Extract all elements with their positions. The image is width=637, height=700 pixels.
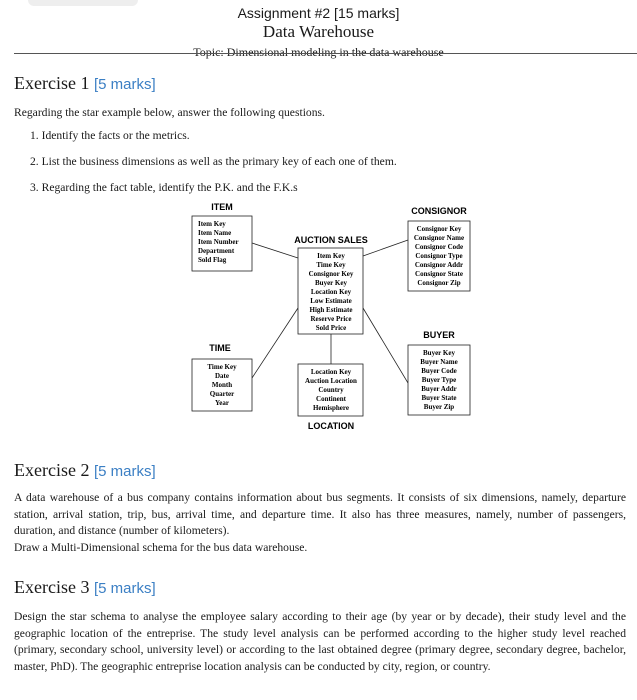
exercise-2-body [14,490,626,556]
fact-attr-7: Reserve Price [310,315,352,323]
buyer-attr-0: Buyer Key [423,349,455,357]
buyer-attr-6: Buyer Zip [423,403,455,411]
auction-sales-fact-table [294,235,368,334]
exercise-2-marks: [5 marks] [93,463,156,480]
time-attr-3: Quarter [209,390,235,398]
buyer-table [408,330,470,415]
fact-attr-8: Sold Price [315,324,347,332]
item-attr-0: Item Key [198,220,226,228]
document-header [0,4,637,60]
consignor-attr-0: Consignor Key [416,225,462,233]
fact-attr-2: Consignor Key [308,270,354,278]
time-table-name: TIME [209,343,231,353]
fact-attr-4: Location Key [310,288,352,296]
topic-line: Topic: Dimensional modeling in the data warehouse [193,45,444,59]
connector-item-fact [252,243,298,258]
buyer-attr-1: Buyer Name [420,358,458,366]
consignor-attr-6: Consignor Zip [417,279,461,287]
location-attr-3: Continent [316,395,346,403]
exercise-1-marks: [5 marks] [93,76,156,93]
course-title: Data Warehouse [262,22,375,41]
exercise-2-text: A data warehouse of a bus company contains information about bus segments. It consists of six dimensions, namely, departure station, arrival station, trip, bus, arrival time, and departure time. It also has three measures, namely, number of passengers, duration, and distance (number of kilometers). [14,491,626,537]
header-divider [14,53,637,54]
item-attr-2: Item Number [198,238,239,246]
item-table-name: ITEM [211,202,233,212]
exercise-3-heading [14,576,156,600]
buyer-table-name: BUYER [423,330,455,340]
location-attr-0: Location Key [310,368,352,376]
fact-attr-1: Time Key [316,261,346,269]
buyer-attr-4: Buyer Addr [421,385,457,393]
consignor-attr-1: Consignor Name [413,234,465,242]
exercise-3-text: Design the star schema to analyse the employee salary according to their age (by year or by decade), their study level and the geographic location of the entreprise. The study level analysis can be performed according to the higher study level reached (primary, secondary school, university level) or according to the last obtained degree (primary degree, secondary degree, bachelor, master, PhD). The geographic entreprise location analysis can be conducted by city, region, or country. [14,610,626,673]
fact-table-name: AUCTION SALES [294,235,368,245]
time-attr-1: Date [215,372,229,380]
buyer-attr-2: Buyer Code [421,367,457,375]
buyer-attr-3: Buyer Type [421,376,457,384]
time-attr-2: Month [211,381,233,389]
location-attr-2: Country [318,386,344,394]
connector-fact-buyer [363,308,408,383]
location-table-name: LOCATION [307,421,355,431]
fact-attr-3: Buyer Key [315,279,347,287]
consignor-table-name: CONSIGNOR [411,206,467,216]
connector-fact-consignor [363,240,408,256]
question-2: 2. List the business dimensions as well as the primary key of each one of them. [30,155,397,168]
time-table [192,343,252,411]
exercise-3-marks: [5 marks] [93,580,156,597]
exercise-3-title: Exercise 3 [14,577,90,597]
exercise-1-intro: Regarding the star example below, answer the following questions. [14,106,325,119]
fact-attr-6: High Estimate [309,306,353,314]
consignor-attr-5: Consignor State [415,270,463,278]
question-1: 1. Identify the facts or the metrics. [30,129,190,142]
time-attr-0: Time Key [207,363,237,371]
item-attr-1: Item Name [198,229,232,237]
consignor-attr-2: Consignor Code [414,243,464,251]
connector-time-fact [252,308,298,378]
time-attr-4: Year [215,399,229,407]
exercise-1-heading [14,72,156,96]
item-table [192,202,252,271]
item-attr-4: Sold Flag [198,256,227,264]
question-3: 3. Regarding the fact table, identify the P.K. and the F.K.s [30,181,298,194]
buyer-attr-5: Buyer State [421,394,457,402]
item-attr-3: Department [198,247,235,255]
consignor-attr-3: Consignor Type [415,252,463,260]
exercise-2-title: Exercise 2 [14,460,90,480]
consignor-table [408,206,470,291]
location-attr-1: Auction Location [305,377,357,385]
assignment-title: Assignment #2 [15 marks] [237,5,400,21]
location-table [298,364,363,431]
fact-attr-5: Low Estimate [310,297,352,305]
star-schema-diagram [0,198,637,438]
location-attr-4: Hemisphere [312,404,350,412]
consignor-attr-4: Consignor Addr [414,261,464,269]
exercise-2-heading [14,459,156,483]
exercise-1-title: Exercise 1 [14,73,90,93]
fact-attr-0: Item Key [317,252,345,260]
exercise-2-task: Draw a Multi-Dimensional schema for the bus data warehouse. [14,540,308,554]
